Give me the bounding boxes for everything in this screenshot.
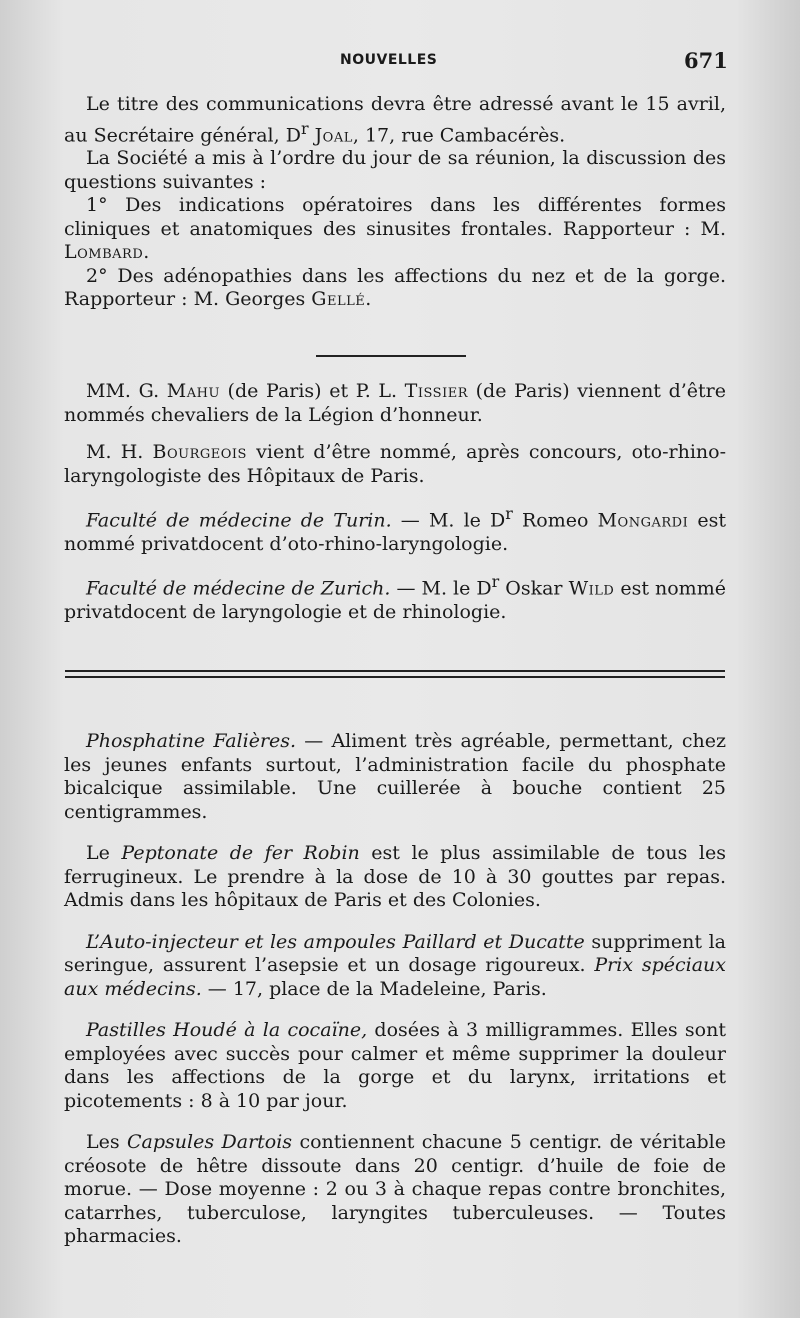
ad-auto-injecteur: L’Auto-injecteur et les ampoules Paillard et Ducatte suppriment la seringue, assurent l’asepsie et un dosage rigoureux. Prix spéciaux aux médecins. — 17, place de la Madeleine, Paris. (64, 930, 726, 1000)
society-notice (64, 93, 726, 312)
double-divider (65, 670, 725, 678)
page-header (0, 48, 800, 78)
paragraph-deadline: Le titre des communications devra être adressé avant le 15 avril, au Secrétaire général, $D^r$ Joal, 17, rue Cambacérès. (64, 93, 726, 146)
ad-peptonate: Le Peptonate de fer Robin est le plus assimilable de tous les ferrugineux. Le prendre à la dose de 10 à 30 gouttes par repas. Admis dans les hôpitaux de Paris et des Colonies. (64, 842, 726, 911)
news-legion-honneur: MM. G. Mahu (de Paris) et P. L. Tissier (de Paris) viennent d’être nommés chevaliers de la Légion d’honneur. (64, 380, 726, 426)
news-turin: Faculté de médecine de Turin. — M. le $D^r$ Romeo Mongardi est nommé privatdocent d’oto-rhino-laryngologie. (64, 504, 726, 555)
question-1: 1° Des indications opératoires dans les différentes formes cliniques et anatomiques des sinusites frontales. Rapporteur : M. Lombard. (64, 194, 726, 264)
news-section (64, 380, 726, 625)
ad-capsules: Les Capsules Dartois contiennent chacune 5 centigr. de véritable créosote de hêtre dissoute dans 20 centigr. d’huile de foie de morue. — Dose moyenne : 2 ou 3 à chaque repas contre bronchites, catarrhes, tuberculose, laryngites tuberculeuses. — Toutes pharmacies. (64, 1131, 727, 1247)
running-title: NOUVELLES (340, 52, 438, 68)
news-bourgeois: M. H. Bourgeois vient d’être nommé, après concours, oto-rhino-laryngologiste des Hôpitaux de Paris. (64, 441, 726, 487)
news-zurich: Faculté de médecine de Zurich. — M. le $D^r$ Oskar Wild est nommé privatdocent de laryngologie et de rhinologie. (64, 572, 726, 624)
advertisements (64, 730, 726, 1249)
section-divider (316, 355, 466, 357)
paragraph-agenda: La Société a mis à l’ordre du jour de sa réunion, la discussion des questions suivantes : (64, 147, 726, 193)
page-number: 671 (684, 48, 728, 73)
ad-phosphatine: Phosphatine Falières. — Aliment très agréable, permettant, chez les jeunes enfants surtout, l’administration facile du phosphate bicalcique assimilable. Une cuillerée à bouche contient 25 centigrammes. (64, 730, 726, 823)
ad-pastilles: Pastilles Houdé à la cocaïne, dosées à 3 milligrammes. Elles sont employées avec succès pour calmer et même supprimer la douleur dans les affections de la gorge et du larynx, irritations et picotements : 8 à 10 par jour. (64, 1019, 726, 1112)
question-2: 2° Des adénopathies dans les affections du nez et de la gorge. Rapporteur : M. Georges Gellé. (64, 264, 726, 311)
